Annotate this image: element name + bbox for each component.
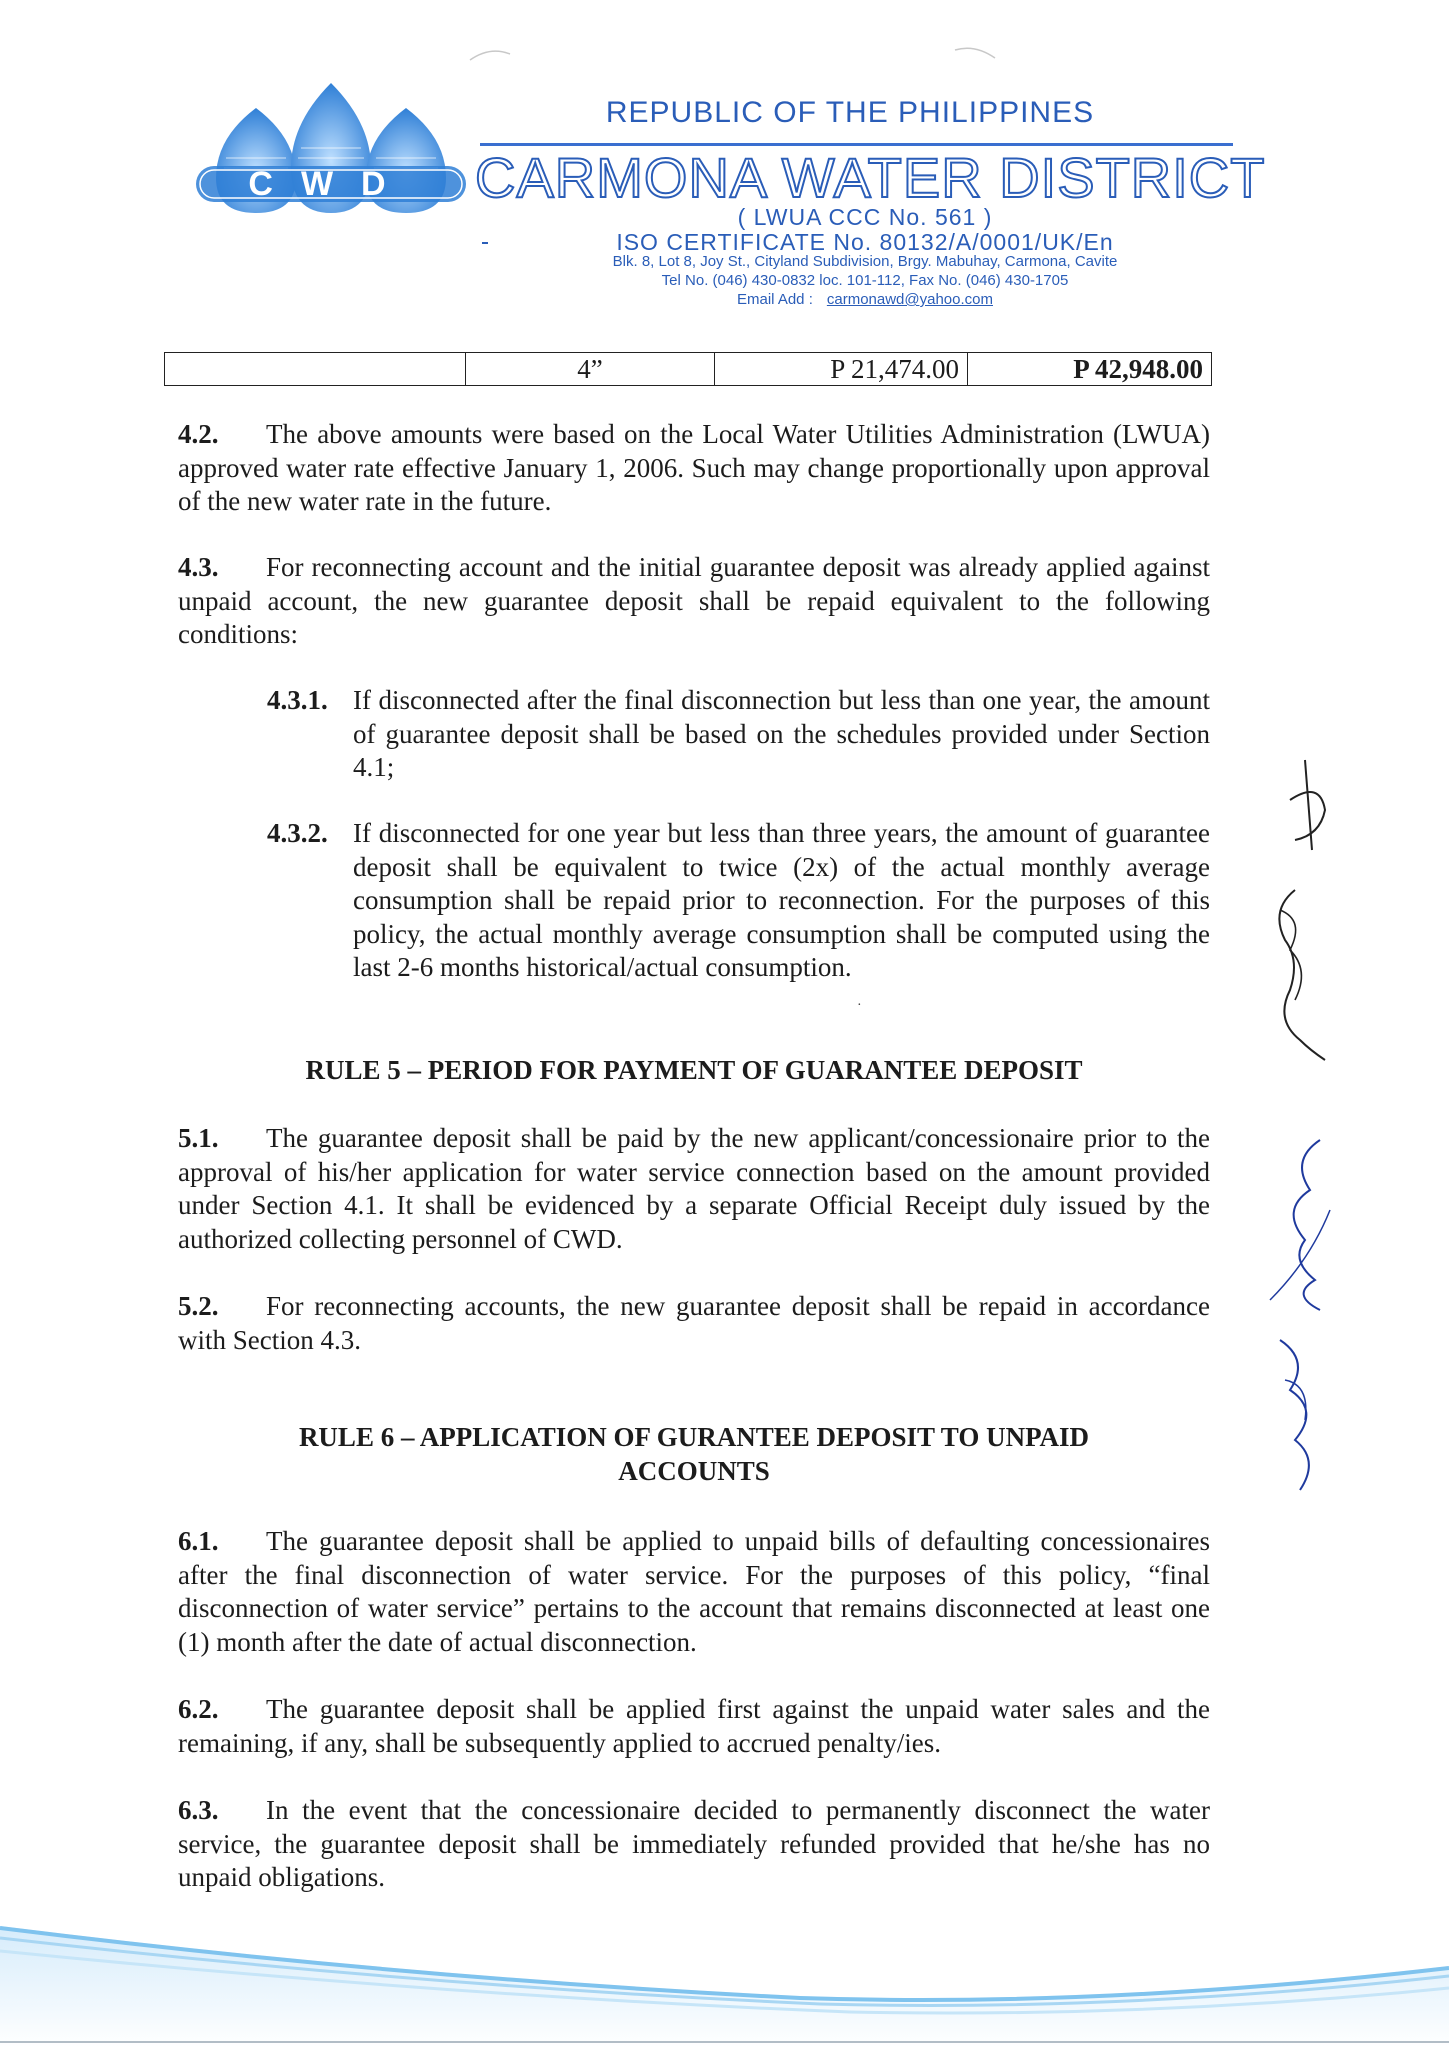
section-number: 6.3. [178,1795,219,1825]
section-text: If disconnected after the final disconnection but less than one year, the amount of guarantee deposit shall be based on the schedules provided under Section 4.1; [353,685,1210,782]
section-text: For reconnecting accounts, the new guarantee deposit shall be repaid in accordance with Section 4.3. [178,1291,1210,1355]
margin-signatures [1250,740,1360,1500]
section-text: The guarantee deposit shall be paid by the new applicant/concessionaire prior to the approval of his/her application for water service connection based on the amount provided under Section 4.1. It shall be evidenced by a separate Official Receipt duly issued by the authorized collecting personnel of CWD. [178,1123,1210,1254]
address-line: Blk. 8, Lot 8, Joy St., Cityland Subdivision, Brgy. Mabuhay, Carmona, Cavite [612,253,1118,270]
section-number: 4.3.1. [267,685,328,715]
rate-table [164,352,1212,386]
footer-wave [0,1906,1449,2048]
section-number: 5.2. [178,1291,219,1321]
table-cell-rate: P 21,474.00 [715,353,968,386]
section-text: For reconnecting account and the initial guarantee deposit was already applied against unpaid account, the new guarantee deposit shall be repaid equivalent to the following conditions: [178,552,1210,649]
section-number: 6.1. [178,1526,219,1556]
section-text: If disconnected for one year but less than three years, the amount of guarantee deposit shall be equivalent to twice (2x) of the actual monthly average consumption shall be repaid prior to reconnection. For the purposes of this policy, the actual monthly average consumption shall be computed using the last 2-6 months historical/actual consumption. [353,818,1210,982]
section-number: 4.2. [178,419,219,449]
email-label: Email Add : [736,291,813,308]
cwd-logo [196,78,466,218]
section-4-3-1 [267,684,1210,785]
rule-6-heading-line2: ACCOUNTS [618,1455,770,1486]
section-text: In the event that the concessionaire decided to permanently disconnect the water service, the guarantee deposit shall be immediately refunded provided that he/she has no unpaid obligations. [178,1795,1210,1892]
section-6-2 [178,1693,1210,1760]
scan-marks [460,38,1020,68]
section-number: 4.3.2. [267,818,328,848]
section-text: The guarantee deposit shall be applied to unpaid bills of defaulting concessionaires after the final disconnection of water service. For the purposes of this policy, “final disconnection of water service” pertains to the account that remains disconnected at least one (1) month after the date of actual disconnection. [178,1526,1210,1657]
section-4-2 [178,418,1210,519]
iso-line: ISO CERTIFICATE No. 80132/A/0001/UK/En [616,229,1114,255]
section-5-2 [178,1290,1210,1357]
section-4-3 [178,551,1210,652]
tel-line: Tel No. (046) 430-0832 loc. 101-112, Fax No. (046) 430-1705 [661,272,1069,289]
section-number: 4.3. [178,552,219,582]
scan-speck: · [857,998,862,1013]
section-number: 6.2. [178,1694,219,1724]
section-6-1 [178,1525,1210,1659]
table-row [165,353,1212,386]
section-number: 5.1. [178,1123,219,1153]
logo-text: CWD [248,165,414,203]
rule-6-heading-line1: RULE 6 – APPLICATION OF GURANTEE DEPOSIT TO UNPAID [298,1422,1090,1452]
table-cell [165,353,466,386]
section-5-1 [178,1122,1210,1256]
email-link[interactable]: carmonawd@yahoo.com [826,291,993,308]
republic-heading: REPUBLIC OF THE PHILIPPINES [605,96,1095,129]
district-name: CARMONA WATER DISTRICT [475,146,1266,209]
section-4-3-2 [267,817,1210,985]
section-6-3 [178,1794,1210,1895]
table-cell-size: 4” [466,353,715,386]
email-line [470,291,1260,308]
rule-5-heading: RULE 5 – PERIOD FOR PAYMENT OF GUARANTEE DEPOSIT [305,1055,1083,1085]
table-cell-total: P 42,948.00 [968,353,1212,386]
rule-6-heading [178,1421,1210,1488]
section-text: The above amounts were based on the Local Water Utilities Administration (LWUA) approved water rate effective January 1, 2006. Such may change proportionally upon approval of the new water rate in the future. [178,419,1210,516]
lwua-line: ( LWUA CCC No. 561 ) [737,204,993,230]
section-text: The guarantee deposit shall be applied first against the unpaid water sales and the remaining, if any, shall be subsequently applied to accrued penalty/ies. [178,1694,1210,1758]
